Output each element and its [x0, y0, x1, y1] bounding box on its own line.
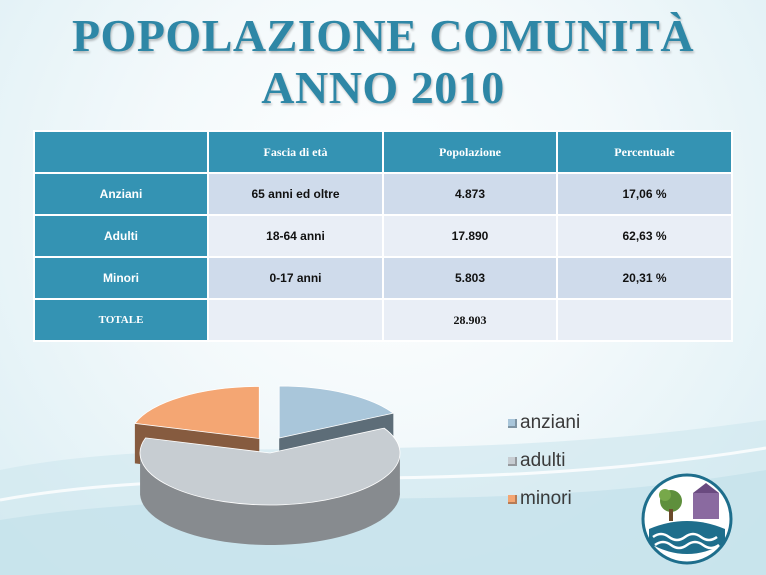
cell-age-range: 18-64 anni — [208, 215, 383, 257]
row-label: Adulti — [34, 215, 208, 257]
municipality-seal-icon — [641, 473, 733, 565]
pie-slice-adulti — [140, 428, 400, 545]
header-cell-empty — [34, 131, 208, 173]
cell-percent: 20,31 % — [557, 257, 732, 299]
legend-swatch — [508, 495, 517, 504]
cell-percent: 17,06 % — [557, 173, 732, 215]
legend-label: minori — [520, 488, 572, 509]
cell-percent: 62,63 % — [557, 215, 732, 257]
legend-item-anziani — [508, 404, 580, 442]
table-row — [34, 173, 732, 215]
header-cell-age-range: Fascia di età — [208, 131, 383, 173]
cell-age-range: 65 anni ed oltre — [208, 173, 383, 215]
legend-label: adulti — [520, 450, 566, 471]
cell-population: 5.803 — [383, 257, 557, 299]
pie-chart — [100, 350, 440, 570]
legend-item-adulti — [508, 442, 580, 480]
table-total-row — [34, 299, 732, 341]
title-line-1: POPOLAZIONE COMUNITÀ — [71, 10, 695, 61]
cell-population: 17.890 — [383, 215, 557, 257]
row-label: Anziani — [34, 173, 208, 215]
legend-item-minori — [508, 480, 580, 518]
table-row — [34, 257, 732, 299]
total-empty-cell — [557, 299, 732, 341]
table-header-row — [34, 131, 732, 173]
legend-swatch — [508, 419, 517, 428]
page-title — [0, 10, 766, 114]
header-cell-population: Popolazione — [383, 131, 557, 173]
table-row — [34, 215, 732, 257]
legend-swatch — [508, 457, 517, 466]
total-empty-cell — [208, 299, 383, 341]
total-label: TOTALE — [34, 299, 208, 341]
legend-label: anziani — [520, 412, 581, 433]
header-cell-percent: Percentuale — [557, 131, 732, 173]
total-value: 28.903 — [383, 299, 557, 341]
title-line-2: ANNO 2010 — [261, 62, 505, 113]
population-table — [33, 130, 733, 342]
cell-population: 4.873 — [383, 173, 557, 215]
row-label: Minori — [34, 257, 208, 299]
chart-legend — [508, 404, 580, 518]
cell-age-range: 0-17 anni — [208, 257, 383, 299]
